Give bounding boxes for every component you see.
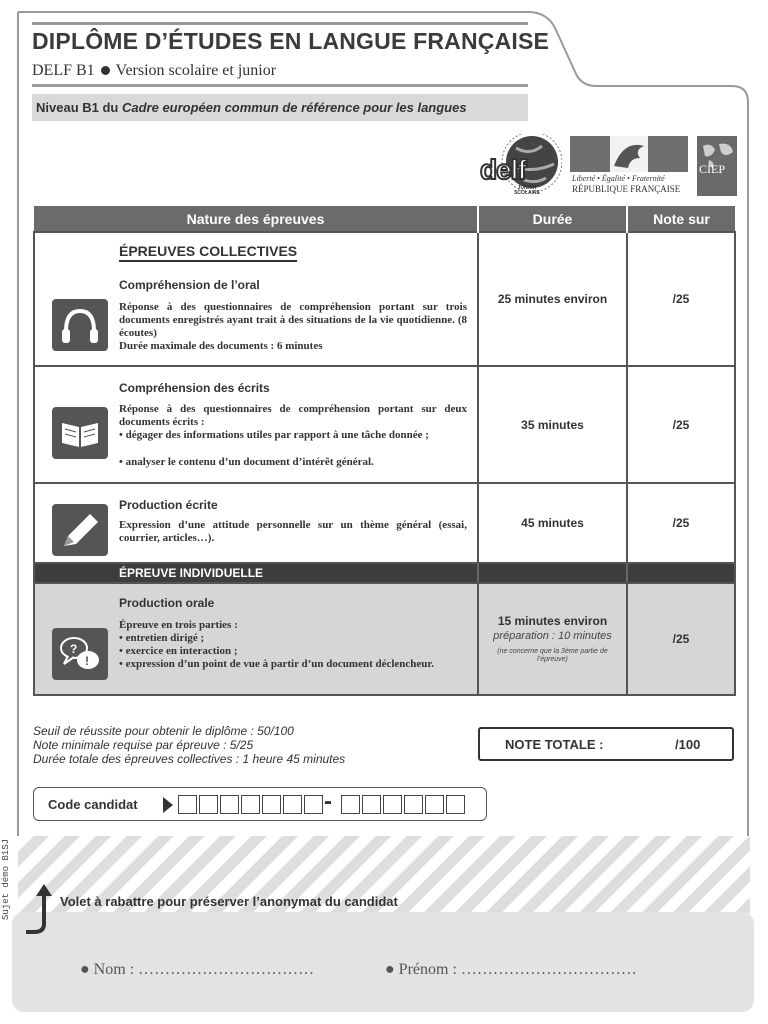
table-row bbox=[34, 232, 735, 366]
nom-label: Nom : …………………………… bbox=[93, 961, 315, 978]
individual-heading: ÉPREUVE INDIVIDUELLE bbox=[119, 566, 264, 580]
level-framework: Cadre européen commun de référence pour les langues bbox=[121, 100, 467, 115]
note-value: /25 bbox=[627, 583, 735, 695]
individual-band-note bbox=[627, 563, 735, 583]
epreuve-ecrits-cell bbox=[34, 366, 478, 483]
epreuve-title: Production orale bbox=[119, 596, 215, 610]
individual-heading-cell bbox=[34, 563, 478, 583]
total-label: NOTE TOTALE : bbox=[505, 737, 604, 752]
delf-logo bbox=[480, 134, 562, 196]
collective-heading: ÉPREUVES COLLECTIVES bbox=[119, 243, 298, 259]
duration-value: 35 minutes bbox=[478, 366, 627, 483]
epreuve-description: Réponse à des questionnaires de compréhension portant sur trois documents enregistrés ayant trait à des situations de la vie quotidienne. (8 écoutes) bbox=[119, 301, 467, 339]
candidate-digit-field[interactable] bbox=[178, 795, 197, 814]
epreuve-bullet: • exercice en interaction ; bbox=[119, 645, 238, 657]
exam-level: DELF B1 bbox=[32, 62, 95, 79]
bullet-icon: ● bbox=[80, 961, 90, 978]
table-row bbox=[34, 583, 735, 695]
candidate-digit-field[interactable] bbox=[283, 795, 302, 814]
prenom-label: Prénom : …………………………… bbox=[398, 961, 637, 978]
arrow-right-icon bbox=[162, 796, 174, 814]
exam-version: Version scolaire et junior bbox=[115, 62, 277, 79]
title-rule-bottom bbox=[32, 84, 528, 87]
epreuve-bullet: • analyser le contenu d’un document d’intérêt général. bbox=[119, 456, 374, 468]
fold-instruction: Volet à rabattre pour préserver l’anonymat du candidat bbox=[60, 894, 398, 909]
fold-arrow-icon bbox=[20, 882, 56, 938]
marianne-icon bbox=[570, 136, 688, 172]
book-icon bbox=[52, 407, 108, 459]
header-duree: Durée bbox=[478, 206, 627, 232]
candidate-code-box bbox=[33, 787, 487, 821]
page-title: DIPLÔME D’ÉTUDES EN LANGUE FRANÇAISE bbox=[32, 28, 550, 54]
epreuve-description: Épreuve en trois parties : bbox=[119, 619, 238, 631]
requirement-line: Seuil de réussite pour obtenir le diplôme : 50/100 bbox=[33, 724, 294, 738]
candidate-digit-field[interactable] bbox=[404, 795, 423, 814]
table-row bbox=[34, 483, 735, 563]
bullet-icon bbox=[101, 66, 110, 75]
candidate-digit-field[interactable] bbox=[241, 795, 260, 814]
svg-text:?: ? bbox=[70, 642, 78, 656]
rf-name: RÉPUBLIQUE FRANÇAISE bbox=[572, 184, 681, 194]
level-prefix: Niveau B1 du bbox=[36, 100, 119, 115]
note-value: /25 bbox=[627, 232, 735, 366]
epreuve-bullet: • expression d’un point de vue à partir d’un document déclencheur. bbox=[119, 658, 435, 670]
epreuve-production-ecrite-cell bbox=[34, 483, 478, 563]
candidate-digit-field[interactable] bbox=[446, 795, 465, 814]
epreuve-title: Compréhension de l’oral bbox=[119, 278, 260, 292]
epreuve-title: Production écrite bbox=[119, 498, 218, 512]
requirement-line: Durée totale des épreuves collectives : 1 heure 45 minutes bbox=[33, 752, 346, 766]
table-row bbox=[34, 366, 735, 483]
rf-motto: Liberté • Égalité • Fraternité bbox=[572, 174, 665, 183]
candidate-digit-field[interactable] bbox=[262, 795, 281, 814]
republique-francaise-logo bbox=[570, 136, 688, 196]
svg-text:!: ! bbox=[85, 654, 89, 668]
ciep-wordmark: CIEP bbox=[699, 162, 726, 176]
requirement-line: Note minimale requise par épreuve : 5/25 bbox=[33, 738, 254, 752]
level-banner bbox=[32, 94, 528, 121]
candidate-label: Code candidat bbox=[48, 797, 138, 812]
title-rule-top bbox=[32, 22, 528, 25]
epreuve-description-2: Durée maximale des documents : 6 minutes bbox=[119, 340, 323, 352]
candidate-digit-field[interactable] bbox=[341, 795, 360, 814]
duration-value: 45 minutes bbox=[478, 483, 627, 563]
note-value: /25 bbox=[627, 483, 735, 563]
requirements-text bbox=[33, 724, 345, 766]
candidate-dash: - bbox=[324, 788, 332, 815]
delf-wordmark: delf bbox=[480, 154, 526, 185]
duration-prep: préparation : 10 minutes bbox=[493, 630, 612, 642]
candidate-digit-field[interactable] bbox=[220, 795, 239, 814]
delf-sub: JUNIOR SCOLAIRE bbox=[514, 185, 540, 196]
nom-field[interactable] bbox=[80, 961, 314, 979]
header-nature: Nature des épreuves bbox=[34, 206, 478, 232]
headphones-icon bbox=[52, 299, 108, 351]
total-score-box bbox=[478, 727, 734, 761]
candidate-digit-field[interactable] bbox=[383, 795, 402, 814]
note-value: /25 bbox=[627, 366, 735, 483]
candidate-digit-field[interactable] bbox=[425, 795, 444, 814]
ciep-logo bbox=[697, 136, 737, 196]
exam-table bbox=[33, 206, 736, 696]
exam-subtitle bbox=[32, 62, 276, 80]
prenom-field[interactable] bbox=[385, 961, 637, 979]
total-value: /100 bbox=[675, 737, 701, 752]
duration-cell bbox=[478, 583, 627, 695]
individual-band bbox=[34, 563, 735, 583]
candidate-digit-field[interactable] bbox=[304, 795, 323, 814]
duration-value: 25 minutes environ bbox=[478, 232, 627, 366]
header-note: Note sur bbox=[627, 206, 735, 232]
speech-bubbles-icon bbox=[52, 628, 108, 680]
candidate-digit-field[interactable] bbox=[199, 795, 218, 814]
side-label: Sujet démo B1SJ bbox=[1, 838, 11, 920]
epreuve-description: Réponse à des questionnaires de compréhension portant sur deux documents écrits : bbox=[119, 403, 467, 428]
duration-value: 15 minutes environ bbox=[497, 614, 608, 628]
candidate-digit-field[interactable] bbox=[362, 795, 381, 814]
epreuve-bullet: • dégager des informations utiles par rapport à une tâche donnée ; bbox=[119, 429, 429, 441]
epreuve-bullet: • entretien dirigé ; bbox=[119, 632, 205, 644]
pencil-icon bbox=[52, 504, 108, 556]
epreuve-oral-cell bbox=[34, 232, 478, 366]
epreuve-title: Compréhension des écrits bbox=[119, 381, 270, 395]
epreuve-description: Expression d’une attitude personnelle sur un thème général (essai, courrier, articles…). bbox=[119, 519, 467, 544]
epreuve-production-orale-cell bbox=[34, 583, 478, 695]
duration-note: (ne concerne que la 3ème partie de l’épreuve) bbox=[497, 648, 608, 663]
individual-band-duree bbox=[478, 563, 627, 583]
table-header-row bbox=[34, 206, 735, 232]
bullet-icon: ● bbox=[385, 961, 395, 978]
